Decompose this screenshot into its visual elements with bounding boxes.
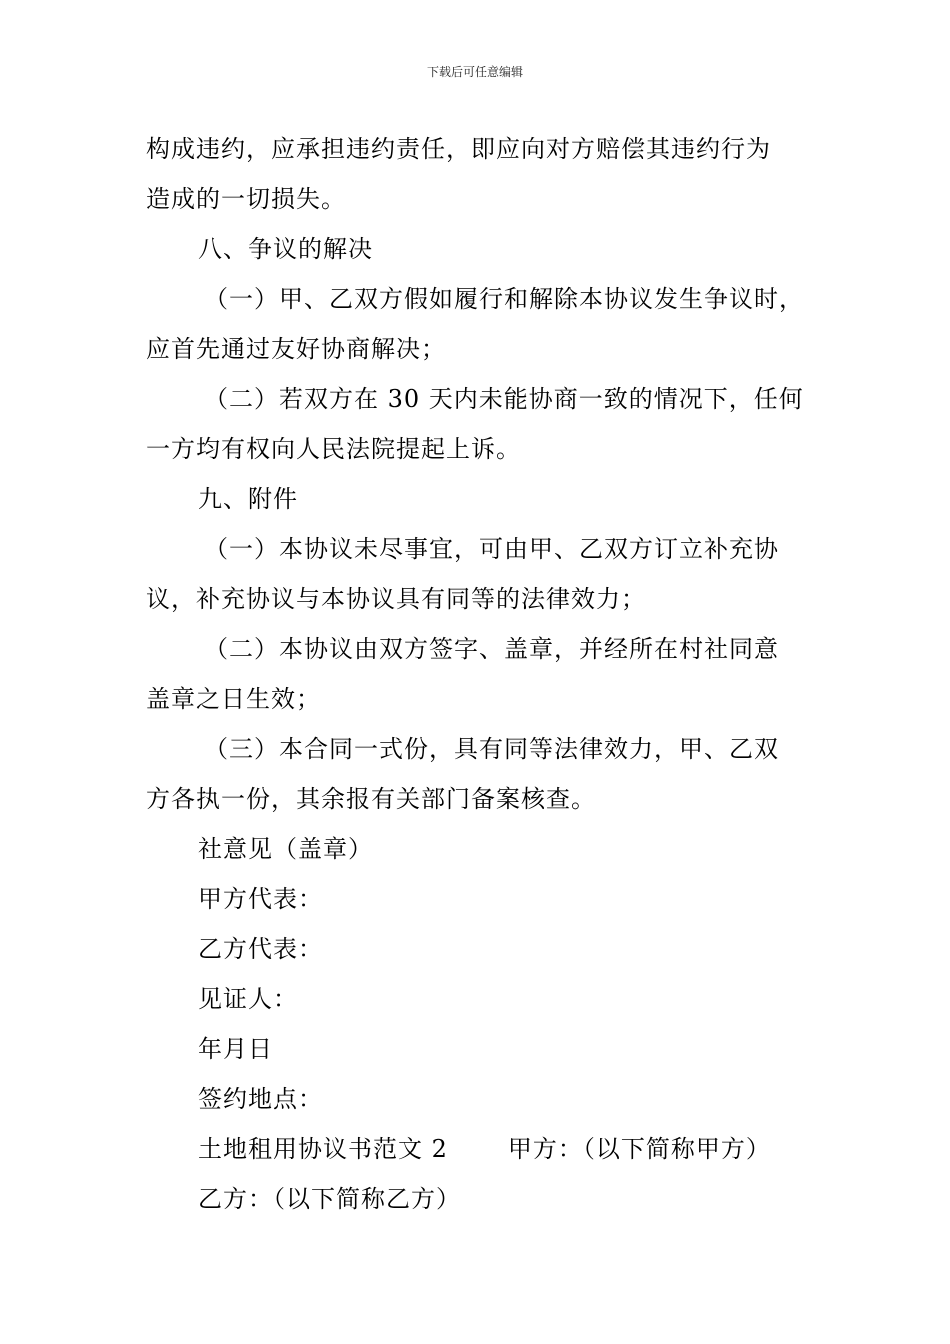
paragraph-line: （一）本协议未尽事宜，可由甲、乙双方订立补充协 — [204, 535, 779, 563]
paragraph-line: 方各执一份，其余报有关部门备案核查。 — [146, 785, 596, 813]
paragraph-line: （一）甲、乙双方假如履行和解除本协议发生争议时， — [204, 285, 804, 313]
paragraph-line: 造成的一切损失。 — [146, 185, 346, 213]
second-document-title: 土地租用协议书范文 2 — [198, 1135, 448, 1163]
signature-location: 签约地点： — [198, 1085, 323, 1113]
section-heading-dispute: 八、争议的解决 — [198, 235, 373, 263]
page-header-note: 下载后可任意编辑 — [426, 65, 523, 79]
paragraph-line: （二）本协议由双方签字、盖章，并经所在村社同意 — [204, 635, 779, 663]
paragraph-line: （二）若双方在 30 天内未能协商一致的情况下，任何 — [204, 385, 804, 413]
second-document-title-row — [146, 1124, 816, 1174]
party-b-line: 乙方：（以下简称乙方） — [198, 1185, 461, 1213]
signature-witness: 见证人： — [198, 985, 298, 1013]
signature-date: 年月日 — [198, 1035, 273, 1063]
section-heading-appendix: 九、附件 — [198, 485, 298, 513]
signature-party-b-rep: 乙方代表： — [198, 935, 323, 963]
signature-community-opinion: 社意见（盖章） — [198, 835, 373, 863]
paragraph-line: 议，补充协议与本协议具有同等的法律效力； — [146, 585, 646, 613]
paragraph-line: （三）本合同一式份，具有同等法律效力，甲、乙双 — [204, 735, 779, 763]
document-body — [146, 124, 816, 1224]
paragraph-line: 应首先通过友好协商解决； — [146, 335, 446, 363]
signature-party-a-rep: 甲方代表： — [198, 885, 323, 913]
paragraph-line: 构成违约，应承担违约责任，即应向对方赔偿其违约行为 — [146, 135, 771, 163]
paragraph-line: 盖章之日生效； — [146, 685, 321, 713]
paragraph-line: 一方均有权向人民法院提起上诉。 — [146, 435, 521, 463]
party-a-line: 甲方：（以下简称甲方） — [507, 1135, 771, 1163]
